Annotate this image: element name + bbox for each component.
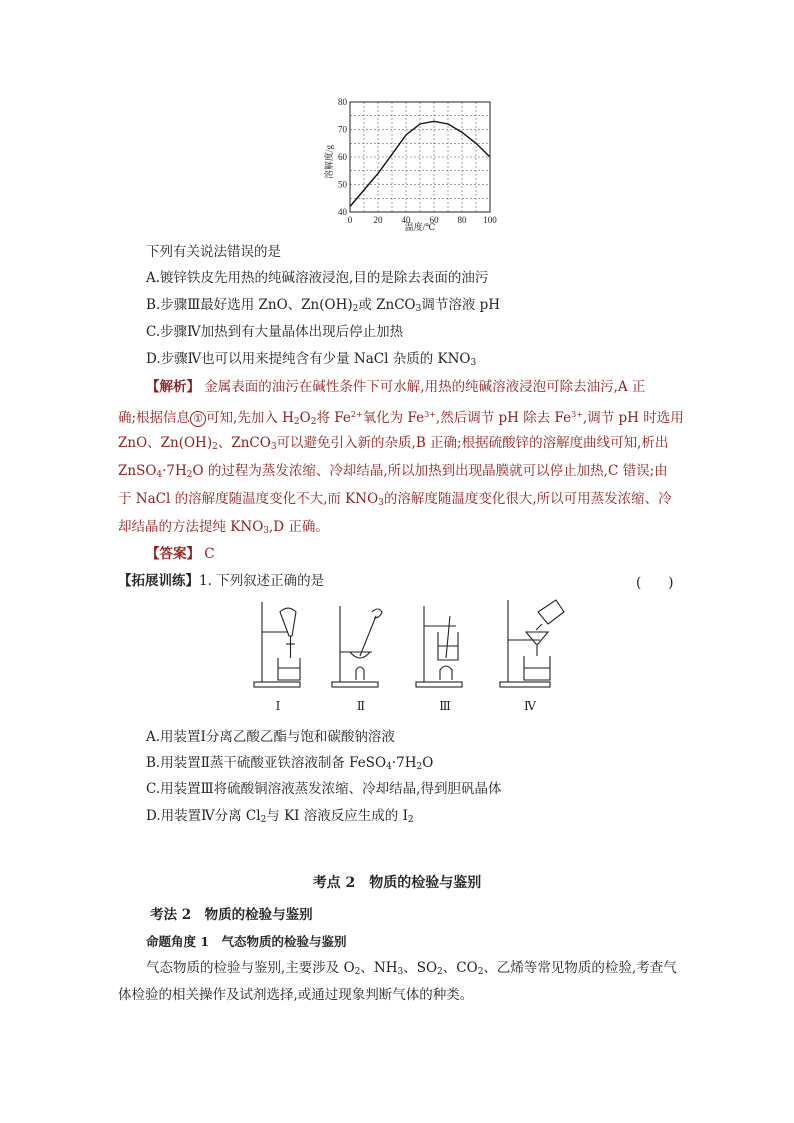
label-apparatus-2: Ⅱ	[356, 699, 366, 713]
extension-tag: 【拓展训练】	[118, 573, 199, 589]
analysis-line-6: 却结晶的方法提纯 $KNO_3,D$ 正确。	[118, 519, 329, 536]
analysis-line-2: 确;根据信息 ① 可知,先加入 $H_2O_2$将 $Fe^{2+}$氧化为 $Fe^{3+}$,然后调节 pH 除去 $Fe^{3+}$,调节 pH 时选用	[118, 410, 684, 427]
analysis-tag: 【解析】	[146, 379, 200, 395]
x-tick-label: 20	[373, 215, 383, 225]
apparatus-1	[254, 602, 300, 687]
apparatus-figure	[248, 596, 588, 716]
label-apparatus-1: Ⅰ	[275, 699, 281, 713]
apparatus-2	[332, 606, 382, 687]
analysis-line-5: 于 NaCl 的溶解度随温度变化不大,而 $KNO_3$的溶解度随温度变化很大,所以可用蒸发浓缩、冷	[118, 491, 672, 508]
label-apparatus-4: Ⅳ	[524, 699, 536, 713]
x-axis-label: 温度/℃	[404, 222, 436, 232]
answer-value: C	[204, 546, 215, 562]
option-b: B.步骤Ⅲ最好选用 ZnO、$Zn(OH)_2$或 ZnCO$_3$调节溶液 pH	[146, 297, 501, 314]
answer-blank: ( )	[636, 575, 674, 591]
answer-tag: 【答案】	[146, 546, 200, 562]
apparatus-3	[416, 606, 462, 687]
y-tick-label: 60	[338, 152, 347, 162]
y-tick-label: 40	[338, 207, 347, 217]
section-paragraph-line-1: 气态物质的检验与鉴别,主要涉及 $O_2$、$NH_3$、$SO_2$、$CO_2$、乙烯等常见物质的检验,考查气	[146, 960, 677, 977]
analysis-line-3: ZnO、$Zn(OH)_2$、ZnCO$_3$可以避免引入新的杂质,B 正确;根据硫酸锌的溶解度曲线可知,析出	[118, 435, 669, 452]
label-apparatus-3: Ⅲ	[439, 699, 451, 713]
x-tick-label: 80	[457, 215, 467, 225]
y-tick-label: 80	[338, 97, 347, 107]
y-axis-label: 溶解度/g	[324, 144, 334, 180]
question-stem: 下列有关说法错误的是	[146, 244, 281, 260]
apparatus-4	[500, 600, 564, 687]
section-title: 考点 2 物质的检验与鉴别	[312, 875, 482, 891]
option-c: C.步骤Ⅳ加热到有大量晶体出现后停止加热	[146, 324, 404, 340]
ext-option-d: D.用装置Ⅳ分离 $Cl_2$与 KI 溶液反应生成的 $I_2$	[146, 808, 414, 825]
method-heading: 考法 2 物质的检验与鉴别	[150, 907, 313, 923]
x-tick-label: 0	[347, 215, 353, 225]
option-a: A.镀锌铁皮先用热的纯碱溶液浸泡,目的是除去表面的油污	[146, 270, 489, 286]
ext-option-a: A.用装置Ⅰ分离乙酸乙酯与饱和碳酸钠溶液	[146, 729, 395, 745]
chart-grid	[350, 102, 490, 212]
ext-option-c: C.用装置Ⅲ将硫酸铜溶液蒸发浓缩、冷却结晶,得到胆矾晶体	[146, 781, 502, 797]
x-tick-label: 60	[429, 215, 439, 225]
solubility-chart	[318, 92, 508, 232]
section-paragraph-line-2: 体检验的相关操作及试剂选择,或通过现象判断气体的种类。	[118, 987, 474, 1003]
analysis-line-1: 【解析】 金属表面的油污在碱性条件下可水解,用热的纯碱溶液浸泡可除去油污,A 正	[146, 379, 646, 395]
angle-heading: 命题角度 1 气态物质的检验与鉴别	[146, 934, 347, 949]
extension-stem: 【拓展训练】1. 下列叙述正确的是	[118, 573, 325, 589]
y-tick-label: 70	[338, 124, 347, 135]
x-tick-label: 100	[483, 215, 497, 225]
ext-option-b: B.用装置Ⅱ蒸干硫酸亚铁溶液制备 $FeSO_4\cdot 7H_2O$	[146, 755, 434, 772]
y-tick-label: 50	[338, 179, 347, 190]
x-tick-label: 40	[401, 215, 411, 225]
answer-line	[146, 544, 215, 564]
analysis-line-4: $ZnSO_4\cdot 7H_2O$ 的过程为蒸发浓缩、冷却结晶,所以加热到出现晶膜就可以停止加热,C 错误;由	[118, 463, 668, 480]
option-d: D.步骤Ⅳ也可以用来提纯含有少量 NaCl 杂质的 $KNO_3$	[146, 351, 477, 368]
